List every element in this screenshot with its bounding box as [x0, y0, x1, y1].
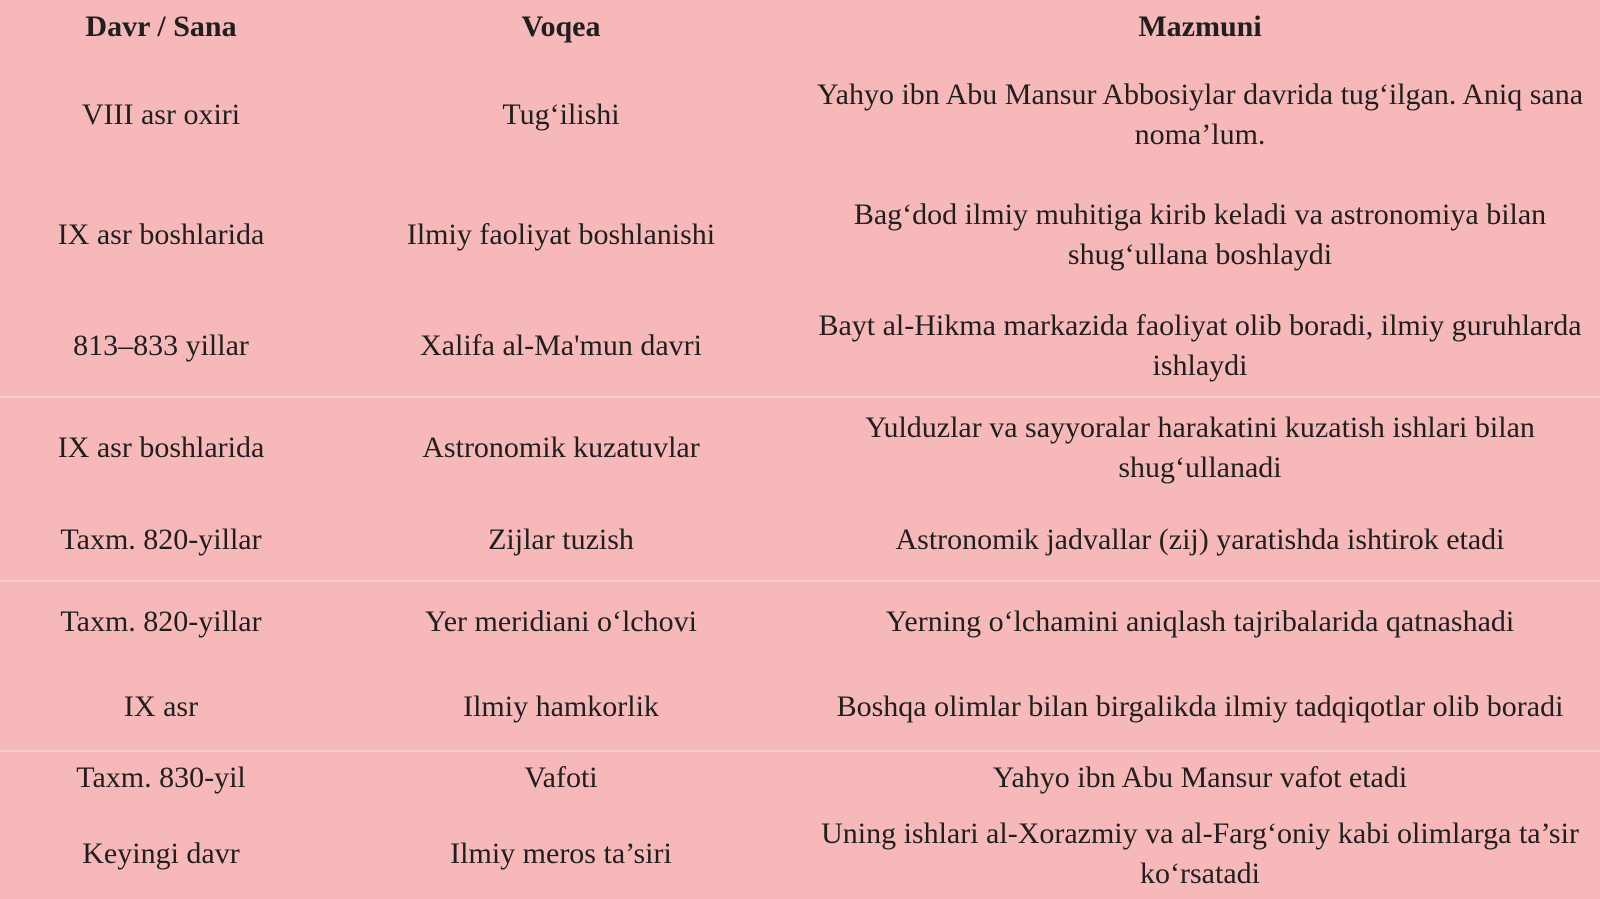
- cell-period: IX asr boshlarida: [57, 218, 265, 251]
- table-row: [0, 805, 1600, 899]
- cell-event: Ilmiy faoliyat boshlanishi: [406, 218, 716, 251]
- cell-content: Boshqa olimlar bilan birgalikda ilmiy tadqiqotlar olib boradi: [836, 690, 1564, 723]
- cell-period: Taxm. 820-yillar: [60, 523, 262, 556]
- cell-period: IX asr: [123, 690, 199, 723]
- cell-period: Taxm. 830-yil: [0, 751, 322, 805]
- cell-period: Keyingi davr: [82, 837, 240, 870]
- cell-content: Uning ishlari al-Xorazmiy va al-Farg‘oniy kabi olimlarga ta’sir ko‘rsatadi: [821, 817, 1579, 890]
- cell-content: Bag‘dod ilmiy muhitiga kirib keladi va astronomiya bilan shug‘ullana boshlaydi: [853, 198, 1547, 271]
- cell-event: Tug‘ilishi: [502, 98, 620, 131]
- column-header-event: Voqea: [521, 10, 601, 43]
- cell-event: Ilmiy hamkorlik: [463, 690, 659, 723]
- cell-content: Yulduzlar va sayyoralar harakatini kuzatish ishlari bilan shug‘ullanadi: [800, 397, 1600, 499]
- cell-event: Ilmiy meros ta’siri: [450, 837, 672, 870]
- cell-content: Yahyo ibn Abu Mansur Abbosiylar davrida tug‘ilgan. Aniq sana noma’lum.: [816, 78, 1584, 151]
- cell-period: VIII asr oxiri: [81, 98, 241, 131]
- cell-event: Zijlar tuzish: [488, 523, 634, 556]
- table-row: [0, 295, 1600, 397]
- table-row: [0, 581, 1600, 663]
- cell-event: Yer meridiani o‘lchovi: [322, 581, 800, 663]
- table-row: [0, 751, 1600, 805]
- cell-content: Yahyo ibn Abu Mansur vafot etadi: [800, 751, 1600, 805]
- table-row: [0, 397, 1600, 499]
- cell-content: Yerning o‘lchamini aniqlash tajribalarida qatnashadi: [800, 581, 1600, 663]
- table-row: [0, 499, 1600, 581]
- table-row: [0, 55, 1600, 175]
- cell-event: Astronomik kuzatuvlar: [322, 397, 800, 499]
- cell-period: IX asr boshlarida: [0, 397, 322, 499]
- cell-event: Vafoti: [322, 751, 800, 805]
- cell-content: Astronomik jadvallar (zij) yaratishda ishtirok etadi: [895, 523, 1505, 556]
- cell-period: Taxm. 820-yillar: [0, 581, 322, 663]
- table-row: [0, 175, 1600, 295]
- table-row: [0, 663, 1600, 751]
- column-header-period: Davr / Sana: [85, 10, 237, 43]
- cell-event: Xalifa al-Ma'mun davri: [420, 329, 702, 362]
- cell-content: Bayt al-Hikma markazida faoliyat olib boradi, ilmiy guruhlarda ishlaydi: [818, 309, 1582, 382]
- column-header-content: Mazmuni: [1138, 10, 1262, 43]
- cell-period: 813–833 yillar: [73, 329, 249, 362]
- table-header-row: [0, 0, 1600, 55]
